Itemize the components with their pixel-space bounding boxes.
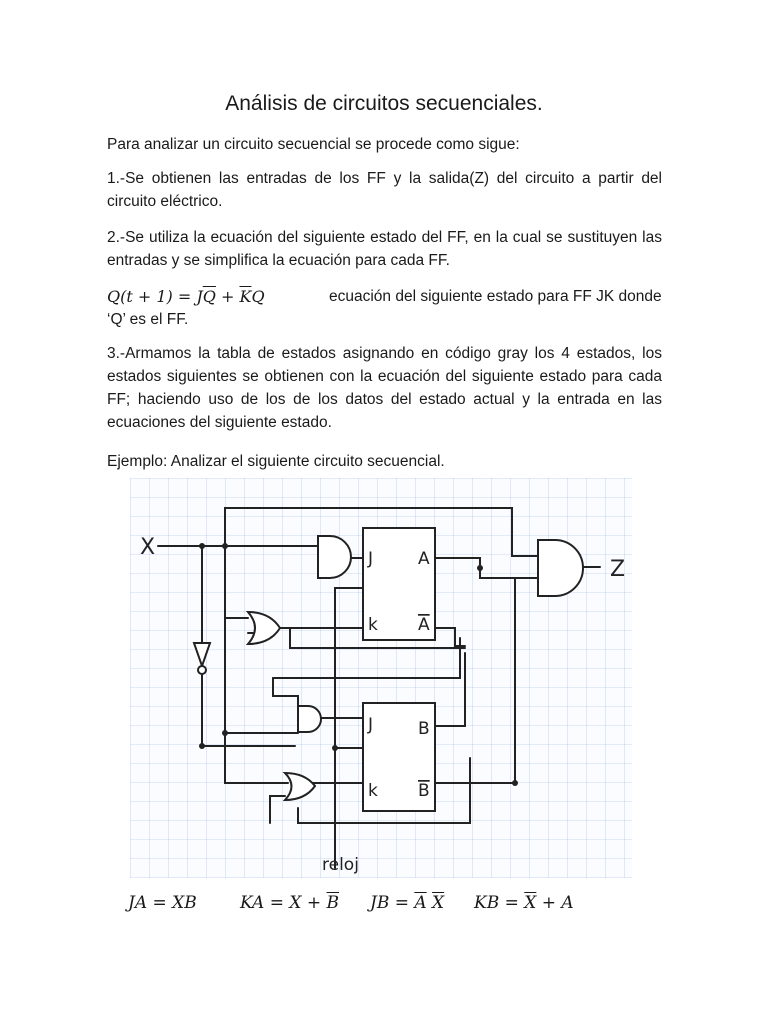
and-gate-jb: [298, 706, 321, 732]
step-1-paragraph: 1.-Se obtienen las entradas de los FF y la salida(Z) del circuito a partir del circuito eléctrico.: [107, 170, 662, 210]
input-x-label: X: [140, 535, 156, 560]
equation-note: ‘Q’ es el FF.: [107, 311, 189, 328]
equation-jb: [370, 893, 444, 913]
inverter-bubble: [198, 666, 206, 674]
equation-jb-left: JB =: [370, 893, 415, 913]
formula-left: Q(t + 1) = J: [107, 287, 203, 306]
output-z-label: Z: [610, 557, 626, 582]
circuit-diagram: [130, 478, 632, 878]
intro-paragraph: Para analizar un circuito secuencial se procede como sigue:: [107, 136, 520, 153]
flip-flop-equations: [0, 893, 768, 923]
formula-mid: +: [215, 287, 240, 306]
ff-a-qbar-label: A: [418, 615, 430, 635]
page-title: Análisis de circuitos secuenciales.: [225, 92, 543, 115]
step-3-paragraph: 3.-Armamos la tabla de estados asignando en código gray los 4 estados, los estados siguientes se obtienen con la ecuación del siguiente estado para cada FF; haciendo uso de los de los datos del estado actual y la entrada en las ecuaciones del siguiente estado.: [107, 345, 662, 431]
ff-b-qbar-label: B: [418, 781, 430, 801]
equation-ka: [240, 893, 339, 913]
example-paragraph: Ejemplo: Analizar el siguiente circuito secuencial.: [107, 453, 445, 470]
equation-jb-xbar: $\overline{X}$: [432, 893, 445, 913]
equation-kb-left: KB =: [474, 893, 525, 913]
next-state-formula: [107, 287, 265, 306]
equation-jb-abar: $\overline{A}$: [414, 893, 427, 913]
formula-right: Q: [251, 287, 265, 306]
formula-q-bar: $\overline{Q}$: [202, 287, 216, 306]
equation-kb-right: + A: [536, 893, 574, 913]
clock-label: reloj: [322, 855, 359, 875]
and-gate-ja: [318, 536, 351, 578]
equation-description: ecuación del siguiente estado para FF JK donde: [329, 288, 662, 305]
ff-b-q-label: B: [418, 719, 430, 739]
equation-kb-xbar: $\overline{X}$: [524, 893, 537, 913]
step-2-paragraph: 2.-Se utiliza la ecuación del siguiente estado del FF, en la cual se sustituyen las entradas y se simplifica la ecuación para cada FF.: [107, 229, 662, 269]
equation-kb: [474, 893, 574, 913]
equation-ka-left: KA = X +: [240, 893, 327, 913]
formula-k-bar: $\overline{K}$: [239, 287, 252, 306]
ff-a-j-label: J: [368, 549, 374, 569]
ff-b-j-label: J: [368, 715, 374, 735]
ff-b-k-label: k: [368, 781, 378, 801]
ff-a-k-label: k: [368, 615, 378, 635]
ff-a-q-label: A: [418, 549, 430, 569]
next-state-equation-row: [107, 285, 667, 328]
equation-ka-bbar: $\overline{B}$: [326, 893, 339, 913]
equation-ja: JA = XB: [128, 893, 197, 913]
and-gate-output: [538, 540, 583, 596]
